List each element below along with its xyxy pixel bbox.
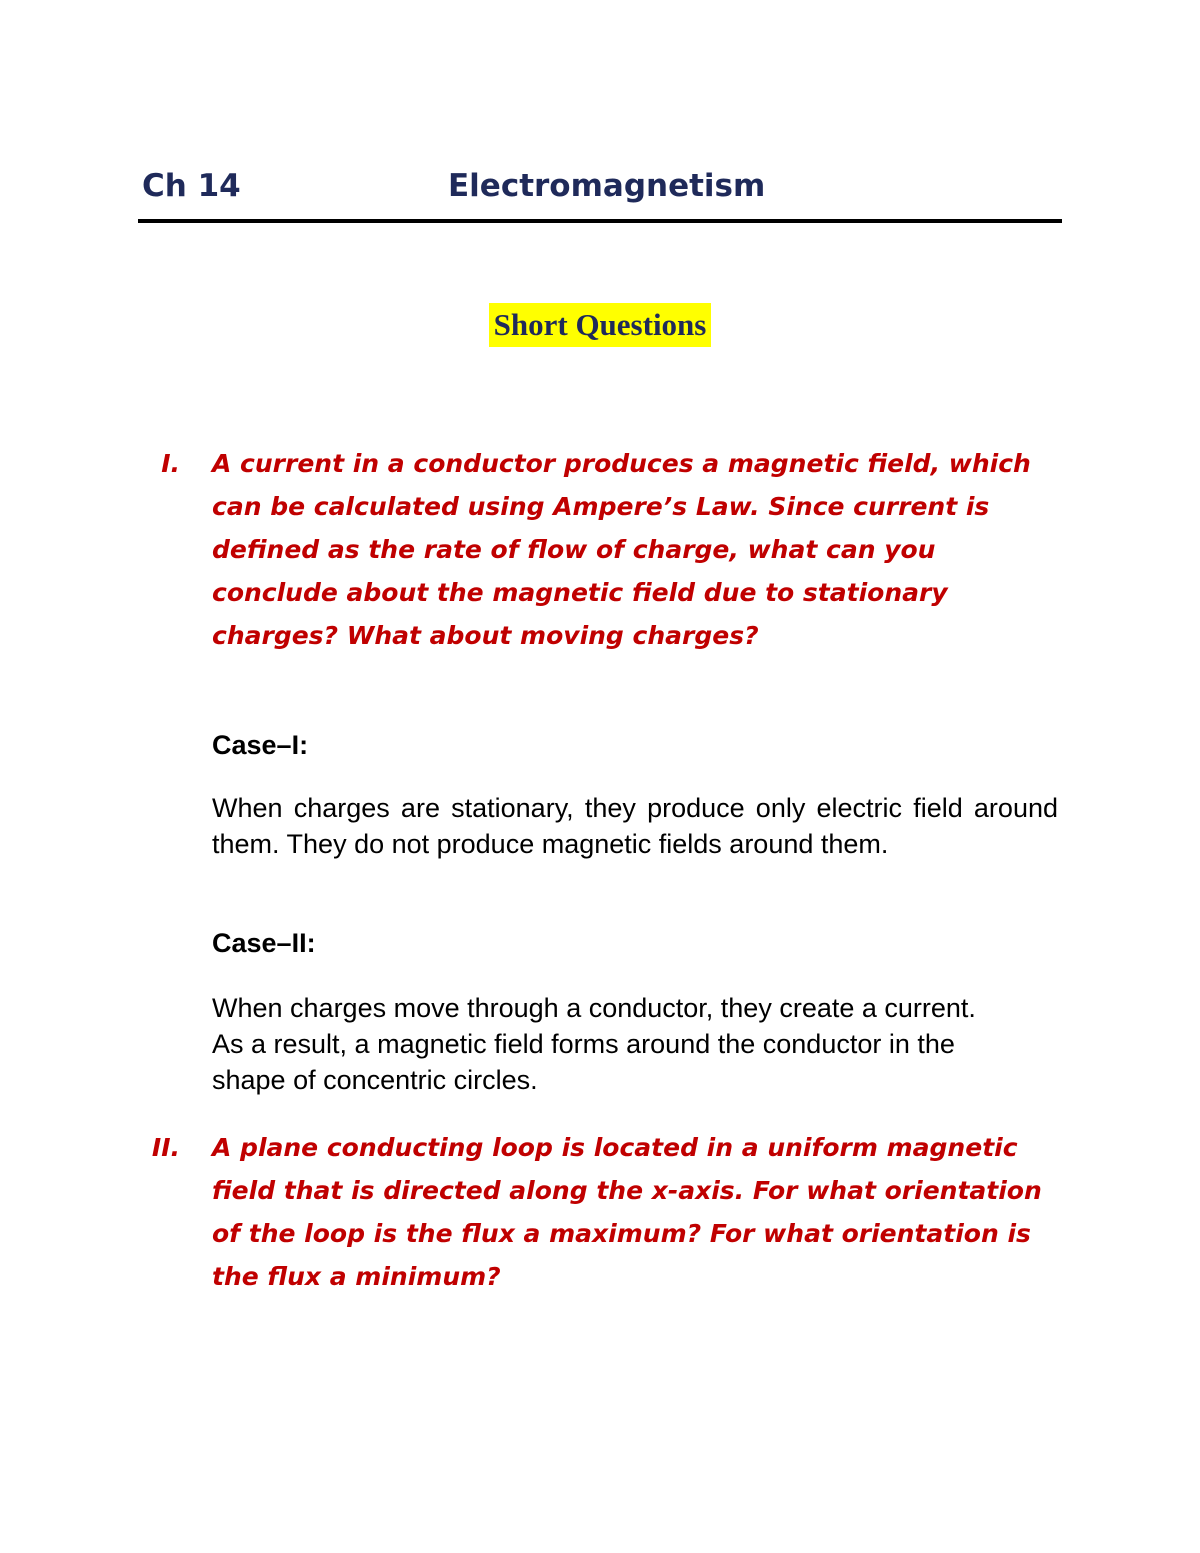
- question-number: II.: [151, 1133, 180, 1162]
- case-2-heading: Case–II:: [212, 928, 316, 958]
- chapter-title: Electromagnetism: [448, 168, 766, 204]
- case-1-heading: Case–I:: [212, 730, 309, 760]
- question-text: A current in a conductor produces a magnetic field, which can be calculated using Ampere’s Law. Since current is defined as the rate of flow of charge, what can you conclude about the magnetic field due to stationary charges? What about moving charges?: [212, 449, 1031, 650]
- section-heading-wrap: [0, 303, 1200, 347]
- section-heading: Short Questions: [489, 303, 712, 347]
- case-2-text: When charges move through a conductor, they create a current. As a result, a magnetic field forms around the conductor in the shape of concentric circles.: [212, 993, 976, 1095]
- header-rule: [138, 219, 1062, 223]
- question-number: I.: [161, 449, 180, 478]
- chapter-number: Ch 14: [142, 168, 241, 204]
- case-1-text: When charges are stationary, they produce only electric field around them. They do not produce magnetic fields around them.: [212, 793, 1058, 859]
- question-text: A plane conducting loop is located in a uniform magnetic field that is directed along the x-axis. For what orientation of the loop is the flux a maximum? For what orientation is the flux a minimum?: [212, 1133, 1042, 1291]
- chapter-header: [138, 168, 1062, 218]
